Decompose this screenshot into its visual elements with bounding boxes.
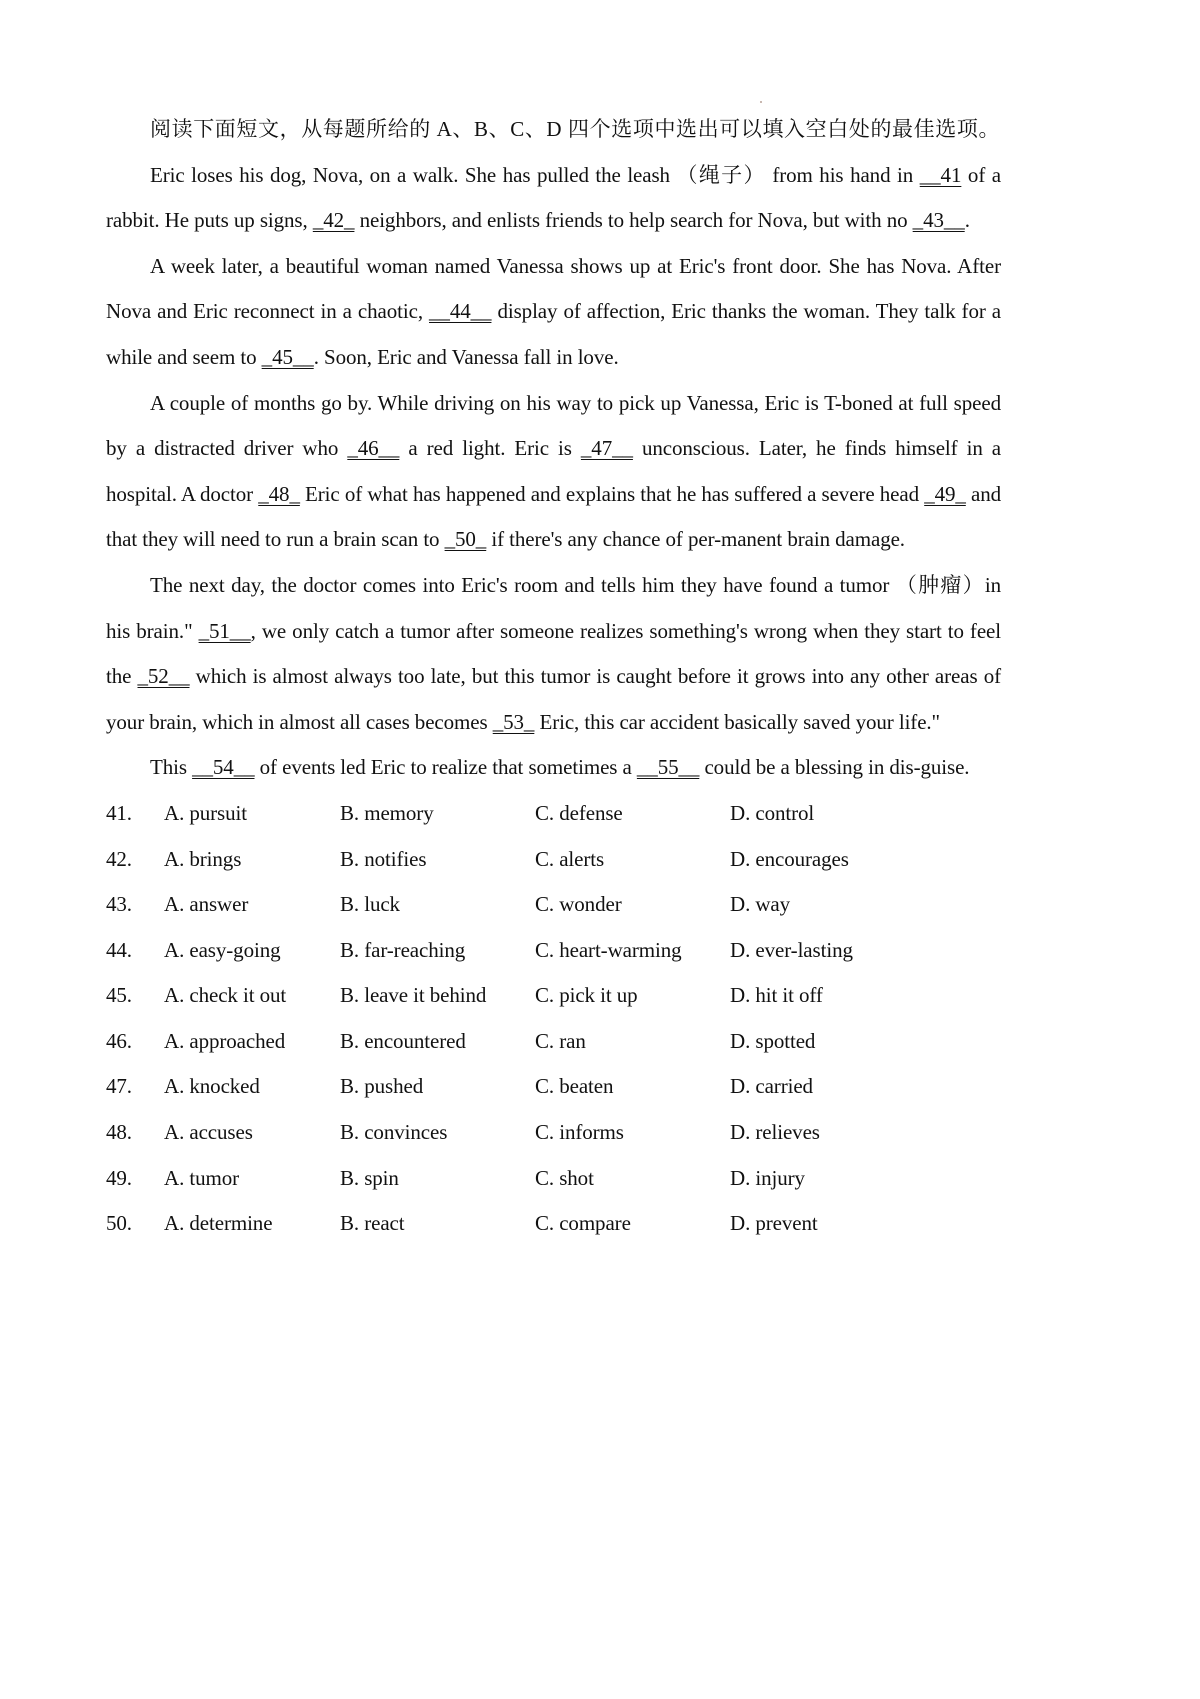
question-row-48: [106, 1110, 1001, 1156]
question-number: 50.: [106, 1211, 132, 1236]
option-b[interactable]: B. notifies: [340, 846, 427, 871]
option-d[interactable]: D. encourages: [730, 846, 849, 871]
exam-page: [106, 107, 1001, 1247]
option-d[interactable]: D. injury: [730, 1165, 805, 1190]
blank-49[interactable]: _49_: [924, 481, 966, 506]
blank-50[interactable]: _50_: [444, 527, 487, 552]
option-a[interactable]: A. knocked: [164, 1074, 260, 1099]
text: display of affection, Eric thanks the woman. They talk for a while and seem to: [106, 299, 1001, 369]
question-number: 44.: [106, 937, 132, 962]
text: could be a blessing in dis-guise.: [699, 755, 970, 780]
option-d[interactable]: D. control: [730, 800, 815, 825]
option-b[interactable]: B. convinces: [340, 1120, 448, 1145]
blank-53[interactable]: _53_: [492, 709, 535, 734]
passage-paragraph-5: [106, 745, 1001, 791]
text: This: [150, 755, 193, 780]
option-b[interactable]: B. encountered: [340, 1028, 466, 1053]
option-d[interactable]: D. spotted: [730, 1028, 816, 1053]
question-number: 49.: [106, 1165, 132, 1190]
question-number: 43.: [106, 892, 132, 917]
option-a[interactable]: A. brings: [164, 846, 242, 871]
blank-44[interactable]: __44__: [429, 299, 492, 324]
text: Eric loses his dog, Nova, on a walk. She has pulled the leash （绳子） from his hand in: [150, 162, 920, 187]
text: of events led Eric to realize that sometimes a: [254, 755, 637, 780]
blank-48[interactable]: _48_: [258, 481, 300, 506]
question-row-44: [106, 928, 1001, 974]
option-c[interactable]: C. alerts: [535, 846, 605, 871]
option-c[interactable]: C. beaten: [535, 1074, 614, 1099]
option-d[interactable]: D. way: [730, 892, 791, 917]
question-row-42: [106, 837, 1001, 883]
option-d[interactable]: D. carried: [730, 1074, 813, 1099]
option-c[interactable]: C. heart-warming: [535, 937, 682, 962]
blank-42[interactable]: _42_: [312, 208, 355, 233]
text: The next day, the doctor comes into Eric's room and tells him they have found a tumor （肿瘤）in his brain.": [106, 572, 1001, 643]
option-b[interactable]: B. react: [340, 1211, 405, 1236]
option-a[interactable]: A. check it out: [164, 983, 287, 1008]
text: a red light. Eric is: [399, 436, 581, 461]
blank-54[interactable]: __54__: [192, 755, 255, 780]
option-c[interactable]: C. pick it up: [535, 983, 638, 1008]
passage-paragraph-2: [106, 244, 1001, 381]
blank-43[interactable]: _43__: [912, 208, 965, 233]
option-a[interactable]: A. pursuit: [164, 800, 248, 825]
option-b[interactable]: B. spin: [340, 1165, 399, 1190]
option-a[interactable]: A. determine: [164, 1211, 273, 1236]
blank-45[interactable]: _45__: [261, 344, 314, 369]
instructions: 阅读下面短文，从每题所给的 A、B、C、D 四个选项中选出可以填入空白处的最佳选项。: [150, 117, 1001, 141]
passage-paragraph-1: [106, 153, 1001, 244]
option-b[interactable]: B. leave it behind: [340, 983, 487, 1008]
blank-46[interactable]: _46__: [347, 436, 400, 461]
question-number: 46.: [106, 1028, 132, 1053]
question-number: 45.: [106, 983, 132, 1008]
text: and that they will need to run a brain scan to: [106, 481, 1002, 552]
passage-paragraph-3: [106, 381, 1001, 563]
question-row-50: [106, 1201, 1001, 1247]
text: A couple of months go by. While driving on his way to pick up Vanessa, Eric is T-boned at full speed by a distracted driver who: [106, 390, 1001, 461]
text: neighbors, and enlists friends to help search for Nova, but with no: [354, 208, 913, 233]
option-a[interactable]: A. tumor: [164, 1165, 240, 1190]
question-row-46: [106, 1019, 1001, 1065]
option-b[interactable]: B. memory: [340, 800, 434, 825]
text: , we only catch a tumor after someone realizes something's wrong when they start to feel the: [106, 618, 1002, 689]
question-number: 42.: [106, 846, 132, 871]
option-c[interactable]: C. shot: [535, 1165, 594, 1190]
option-c[interactable]: C. defense: [535, 800, 623, 825]
text: A week later, a beautiful woman named Vanessa shows up at Eric's front door. She has Nova. After Nova and Eric reconnect in a chaotic,: [106, 253, 1001, 324]
blank-51[interactable]: _51__: [198, 618, 251, 643]
question-number: 47.: [106, 1074, 132, 1099]
question-number: 48.: [106, 1120, 132, 1145]
text: .: [964, 208, 970, 233]
option-d[interactable]: D. ever-lasting: [730, 937, 853, 962]
option-b[interactable]: B. luck: [340, 892, 400, 917]
blank-52[interactable]: _52__: [137, 664, 190, 689]
text: of a rabbit. He puts up signs,: [106, 162, 1001, 233]
blank-47[interactable]: _47__: [580, 436, 633, 461]
option-d[interactable]: D. hit it off: [730, 983, 823, 1008]
options-list: [106, 791, 1001, 1247]
option-b[interactable]: B. far-reaching: [340, 937, 466, 962]
text: . Soon, Eric and Vanessa fall in love.: [313, 344, 619, 369]
question-number: 41.: [106, 800, 132, 825]
blank-55[interactable]: __55__: [636, 755, 700, 780]
scan-speck: [760, 101, 762, 103]
option-d[interactable]: D. relieves: [730, 1120, 820, 1145]
text: Eric, this car accident basically saved your life.": [534, 709, 941, 734]
option-c[interactable]: C. ran: [535, 1028, 586, 1053]
question-row-41: [106, 791, 1001, 837]
text: which is almost always too late, but this tumor is caught before it grows into any other areas of your brain, which in almost all cases becomes: [106, 664, 1001, 734]
question-row-49: [106, 1156, 1001, 1202]
blank-41[interactable]: __41: [919, 162, 962, 187]
question-row-47: [106, 1064, 1001, 1110]
option-c[interactable]: C. informs: [535, 1120, 624, 1145]
text: unconscious. Later, he finds himself in a hospital. A doctor: [106, 436, 1002, 506]
question-row-45: [106, 973, 1001, 1019]
option-a[interactable]: A. easy-going: [164, 937, 281, 962]
option-d[interactable]: D. prevent: [730, 1211, 818, 1236]
option-c[interactable]: C. compare: [535, 1211, 631, 1236]
text: Eric of what has happened and explains that he has suffered a severe head: [299, 481, 925, 506]
question-row-43: [106, 882, 1001, 928]
option-c[interactable]: C. wonder: [535, 892, 622, 917]
passage-paragraph-4: [106, 563, 1001, 745]
option-a[interactable]: A. answer: [164, 892, 249, 917]
option-a[interactable]: A. approached: [164, 1028, 286, 1053]
text: if there's any chance of per-manent brain damage.: [486, 527, 905, 552]
option-b[interactable]: B. pushed: [340, 1074, 424, 1099]
option-a[interactable]: A. accuses: [164, 1120, 253, 1145]
